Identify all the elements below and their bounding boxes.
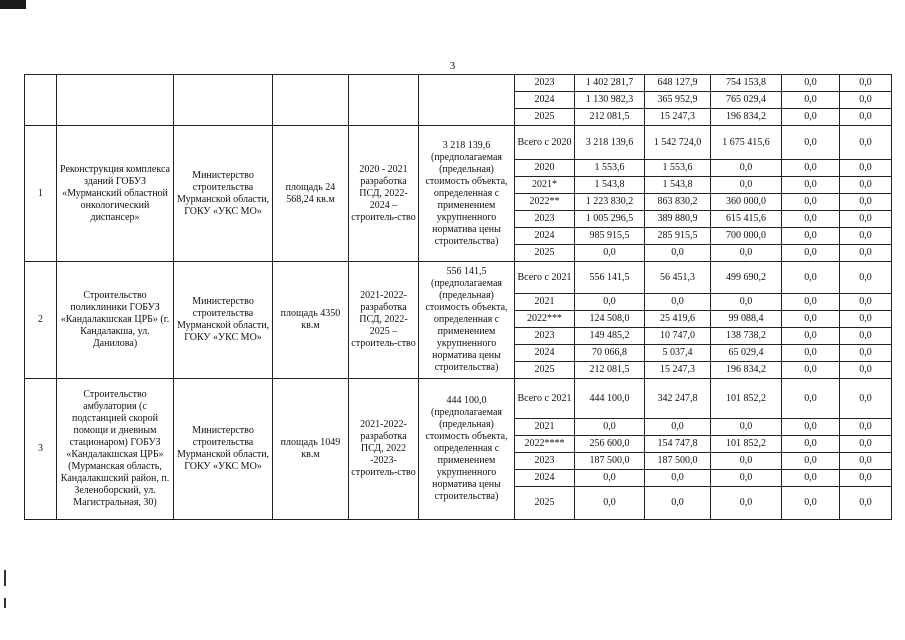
row-col6: 0,0 bbox=[840, 126, 892, 160]
row-regional: 196 834,2 bbox=[711, 362, 782, 379]
object-cost: 444 100,0 (предполагаемая (предельная) стоимость объекта, определенная с применением укрупненного норматива цены строительства) bbox=[419, 379, 515, 520]
object-period: 2020 - 2021 разработка ПСД, 2022-2024 – строитель-ство bbox=[349, 126, 419, 262]
row-total: 212 081,5 bbox=[575, 109, 645, 126]
row-federal: 154 747,8 bbox=[645, 436, 711, 453]
object-name: Реконструкция комплекса зданий ГОБУЗ «Мурманский областной онкологический диспансер» bbox=[57, 126, 174, 262]
row-col5: 0,0 bbox=[782, 177, 840, 194]
row-regional: 1 675 415,6 bbox=[711, 126, 782, 160]
scan-edge-mark bbox=[4, 598, 6, 608]
row-federal: 0,0 bbox=[645, 245, 711, 262]
object-customer: Министерство строительства Мурманской области, ГОКУ «УКС МО» bbox=[174, 379, 273, 520]
row-col5: 0,0 bbox=[782, 194, 840, 211]
row-col6: 0,0 bbox=[840, 194, 892, 211]
row-federal: 648 127,9 bbox=[645, 75, 711, 92]
object-customer: Министерство строительства Мурманской области, ГОКУ «УКС МО» bbox=[174, 262, 273, 379]
row-federal: 0,0 bbox=[645, 470, 711, 487]
row-year: Всего с 2021 bbox=[515, 379, 575, 419]
row-col5: 0,0 bbox=[782, 379, 840, 419]
row-regional: 765 029,4 bbox=[711, 92, 782, 109]
table-row bbox=[25, 262, 892, 294]
row-federal: 15 247,3 bbox=[645, 109, 711, 126]
row-year: 2021* bbox=[515, 177, 575, 194]
row-col5: 0,0 bbox=[782, 211, 840, 228]
object-number: 2 bbox=[25, 262, 57, 379]
row-col5: 0,0 bbox=[782, 245, 840, 262]
row-total: 985 915,5 bbox=[575, 228, 645, 245]
object-area: площадь 1049 кв.м bbox=[273, 379, 349, 520]
row-total: 212 081,5 bbox=[575, 362, 645, 379]
continuation-cell bbox=[174, 75, 273, 126]
row-col6: 0,0 bbox=[840, 487, 892, 520]
row-col5: 0,0 bbox=[782, 362, 840, 379]
row-total: 149 485,2 bbox=[575, 328, 645, 345]
row-regional: 0,0 bbox=[711, 419, 782, 436]
continuation-cell bbox=[25, 75, 57, 126]
row-federal: 1 543,8 bbox=[645, 177, 711, 194]
row-col6: 0,0 bbox=[840, 109, 892, 126]
row-year: 2025 bbox=[515, 245, 575, 262]
row-col5: 0,0 bbox=[782, 453, 840, 470]
row-total: 1 130 982,3 bbox=[575, 92, 645, 109]
continuation-cell bbox=[419, 75, 515, 126]
row-federal: 0,0 bbox=[645, 487, 711, 520]
row-year: 2022*** bbox=[515, 311, 575, 328]
row-col5: 0,0 bbox=[782, 294, 840, 311]
row-col6: 0,0 bbox=[840, 160, 892, 177]
row-col5: 0,0 bbox=[782, 419, 840, 436]
construction-objects-table bbox=[24, 74, 892, 520]
row-total: 256 600,0 bbox=[575, 436, 645, 453]
row-col6: 0,0 bbox=[840, 453, 892, 470]
row-col5: 0,0 bbox=[782, 262, 840, 294]
object-cost: 3 218 139,6 (предполагаемая (предельная) стоимость объекта, определенная с применением укрупненного норматива цены строительства) bbox=[419, 126, 515, 262]
row-col5: 0,0 bbox=[782, 470, 840, 487]
row-year: 2023 bbox=[515, 453, 575, 470]
row-year: 2025 bbox=[515, 109, 575, 126]
row-total: 556 141,5 bbox=[575, 262, 645, 294]
object-area: площадь 24 568,24 кв.м bbox=[273, 126, 349, 262]
row-col6: 0,0 bbox=[840, 177, 892, 194]
row-regional: 101 852,2 bbox=[711, 379, 782, 419]
row-year: 2025 bbox=[515, 362, 575, 379]
object-area: площадь 4350 кв.м bbox=[273, 262, 349, 379]
row-col5: 0,0 bbox=[782, 75, 840, 92]
row-col5: 0,0 bbox=[782, 345, 840, 362]
row-total: 70 066,8 bbox=[575, 345, 645, 362]
row-col6: 0,0 bbox=[840, 379, 892, 419]
row-year: 2020 bbox=[515, 160, 575, 177]
row-total: 124 508,0 bbox=[575, 311, 645, 328]
scan-corner-mark bbox=[0, 0, 26, 9]
row-total: 1 005 296,5 bbox=[575, 211, 645, 228]
row-year: 2021 bbox=[515, 419, 575, 436]
object-name: Строительство поликлиники ГОБУЗ «Кандалакшская ЦРБ» (г. Кандалакша, ул. Данилова) bbox=[57, 262, 174, 379]
row-regional: 101 852,2 bbox=[711, 436, 782, 453]
continuation-cell bbox=[349, 75, 419, 126]
row-federal: 10 747,0 bbox=[645, 328, 711, 345]
row-col6: 0,0 bbox=[840, 228, 892, 245]
row-federal: 1 542 724,0 bbox=[645, 126, 711, 160]
table-row bbox=[25, 379, 892, 419]
row-year: Всего с 2021 bbox=[515, 262, 575, 294]
row-federal: 15 247,3 bbox=[645, 362, 711, 379]
row-year: 2025 bbox=[515, 487, 575, 520]
row-regional: 0,0 bbox=[711, 453, 782, 470]
row-year: 2023 bbox=[515, 211, 575, 228]
row-regional: 0,0 bbox=[711, 177, 782, 194]
row-col6: 0,0 bbox=[840, 294, 892, 311]
row-col6: 0,0 bbox=[840, 92, 892, 109]
row-federal: 365 952,9 bbox=[645, 92, 711, 109]
row-year: 2022**** bbox=[515, 436, 575, 453]
row-col6: 0,0 bbox=[840, 262, 892, 294]
row-regional: 499 690,2 bbox=[711, 262, 782, 294]
row-total: 444 100,0 bbox=[575, 379, 645, 419]
object-number: 1 bbox=[25, 126, 57, 262]
row-regional: 138 738,2 bbox=[711, 328, 782, 345]
row-col6: 0,0 bbox=[840, 311, 892, 328]
row-federal: 389 880,9 bbox=[645, 211, 711, 228]
row-regional: 360 000,0 bbox=[711, 194, 782, 211]
row-federal: 1 553,6 bbox=[645, 160, 711, 177]
row-col6: 0,0 bbox=[840, 470, 892, 487]
row-total: 0,0 bbox=[575, 487, 645, 520]
row-year: 2021 bbox=[515, 294, 575, 311]
object-period: 2021-2022-разработка ПСД, 2022 -2023-строитель-ство bbox=[349, 379, 419, 520]
row-federal: 56 451,3 bbox=[645, 262, 711, 294]
object-period: 2021-2022-разработка ПСД, 2022-2025 – строитель-ство bbox=[349, 262, 419, 379]
row-total: 0,0 bbox=[575, 294, 645, 311]
row-total: 0,0 bbox=[575, 419, 645, 436]
row-col6: 0,0 bbox=[840, 245, 892, 262]
object-customer: Министерство строительства Мурманской области, ГОКУ «УКС МО» bbox=[174, 126, 273, 262]
table-row bbox=[25, 126, 892, 160]
continuation-cell bbox=[273, 75, 349, 126]
continuation-cell bbox=[57, 75, 174, 126]
row-regional: 0,0 bbox=[711, 245, 782, 262]
row-federal: 5 037,4 bbox=[645, 345, 711, 362]
scan-edge-mark bbox=[4, 570, 6, 586]
row-col6: 0,0 bbox=[840, 345, 892, 362]
row-col5: 0,0 bbox=[782, 328, 840, 345]
row-total: 3 218 139,6 bbox=[575, 126, 645, 160]
row-federal: 187 500,0 bbox=[645, 453, 711, 470]
row-col6: 0,0 bbox=[840, 75, 892, 92]
page-number: 3 bbox=[449, 60, 456, 72]
row-col5: 0,0 bbox=[782, 92, 840, 109]
row-col5: 0,0 bbox=[782, 160, 840, 177]
row-federal: 285 915,5 bbox=[645, 228, 711, 245]
row-total: 0,0 bbox=[575, 470, 645, 487]
row-col5: 0,0 bbox=[782, 126, 840, 160]
row-regional: 196 834,2 bbox=[711, 109, 782, 126]
row-col6: 0,0 bbox=[840, 419, 892, 436]
row-col5: 0,0 bbox=[782, 487, 840, 520]
row-total: 187 500,0 bbox=[575, 453, 645, 470]
row-federal: 25 419,6 bbox=[645, 311, 711, 328]
row-total: 1 553,6 bbox=[575, 160, 645, 177]
row-regional: 99 088,4 bbox=[711, 311, 782, 328]
object-name: Строительство амбулатория (с подстанцией скорой помощи и дневным стационаром) ГОБУЗ «Кандалакшская ЦРБ» (Мурманская область, Кандалакшский район, п. Зеленоборский, ул. Магистральная, 30) bbox=[57, 379, 174, 520]
row-total: 1 402 281,7 bbox=[575, 75, 645, 92]
row-year: Всего с 2020 bbox=[515, 126, 575, 160]
row-regional: 0,0 bbox=[711, 160, 782, 177]
row-year: 2022** bbox=[515, 194, 575, 211]
object-number: 3 bbox=[25, 379, 57, 520]
row-regional: 0,0 bbox=[711, 487, 782, 520]
row-total: 0,0 bbox=[575, 245, 645, 262]
row-regional: 754 153,8 bbox=[711, 75, 782, 92]
row-regional: 700 000,0 bbox=[711, 228, 782, 245]
row-year: 2024 bbox=[515, 345, 575, 362]
row-regional: 0,0 bbox=[711, 470, 782, 487]
row-year: 2024 bbox=[515, 228, 575, 245]
row-col5: 0,0 bbox=[782, 109, 840, 126]
row-col6: 0,0 bbox=[840, 328, 892, 345]
row-col5: 0,0 bbox=[782, 436, 840, 453]
row-year: 2024 bbox=[515, 470, 575, 487]
row-federal: 0,0 bbox=[645, 294, 711, 311]
row-col6: 0,0 bbox=[840, 436, 892, 453]
row-regional: 615 415,6 bbox=[711, 211, 782, 228]
row-federal: 863 830,2 bbox=[645, 194, 711, 211]
row-total: 1 543,8 bbox=[575, 177, 645, 194]
row-year: 2024 bbox=[515, 92, 575, 109]
row-regional: 0,0 bbox=[711, 294, 782, 311]
row-regional: 65 029,4 bbox=[711, 345, 782, 362]
row-col5: 0,0 bbox=[782, 311, 840, 328]
row-year: 2023 bbox=[515, 75, 575, 92]
row-col5: 0,0 bbox=[782, 228, 840, 245]
row-federal: 0,0 bbox=[645, 419, 711, 436]
row-col6: 0,0 bbox=[840, 362, 892, 379]
table-row bbox=[25, 75, 892, 92]
row-col6: 0,0 bbox=[840, 211, 892, 228]
row-federal: 342 247,8 bbox=[645, 379, 711, 419]
row-year: 2023 bbox=[515, 328, 575, 345]
object-cost: 556 141,5 (предполагаемая (предельная) стоимость объекта, определенная с применением укрупненного норматива цены строительства) bbox=[419, 262, 515, 379]
row-total: 1 223 830,2 bbox=[575, 194, 645, 211]
